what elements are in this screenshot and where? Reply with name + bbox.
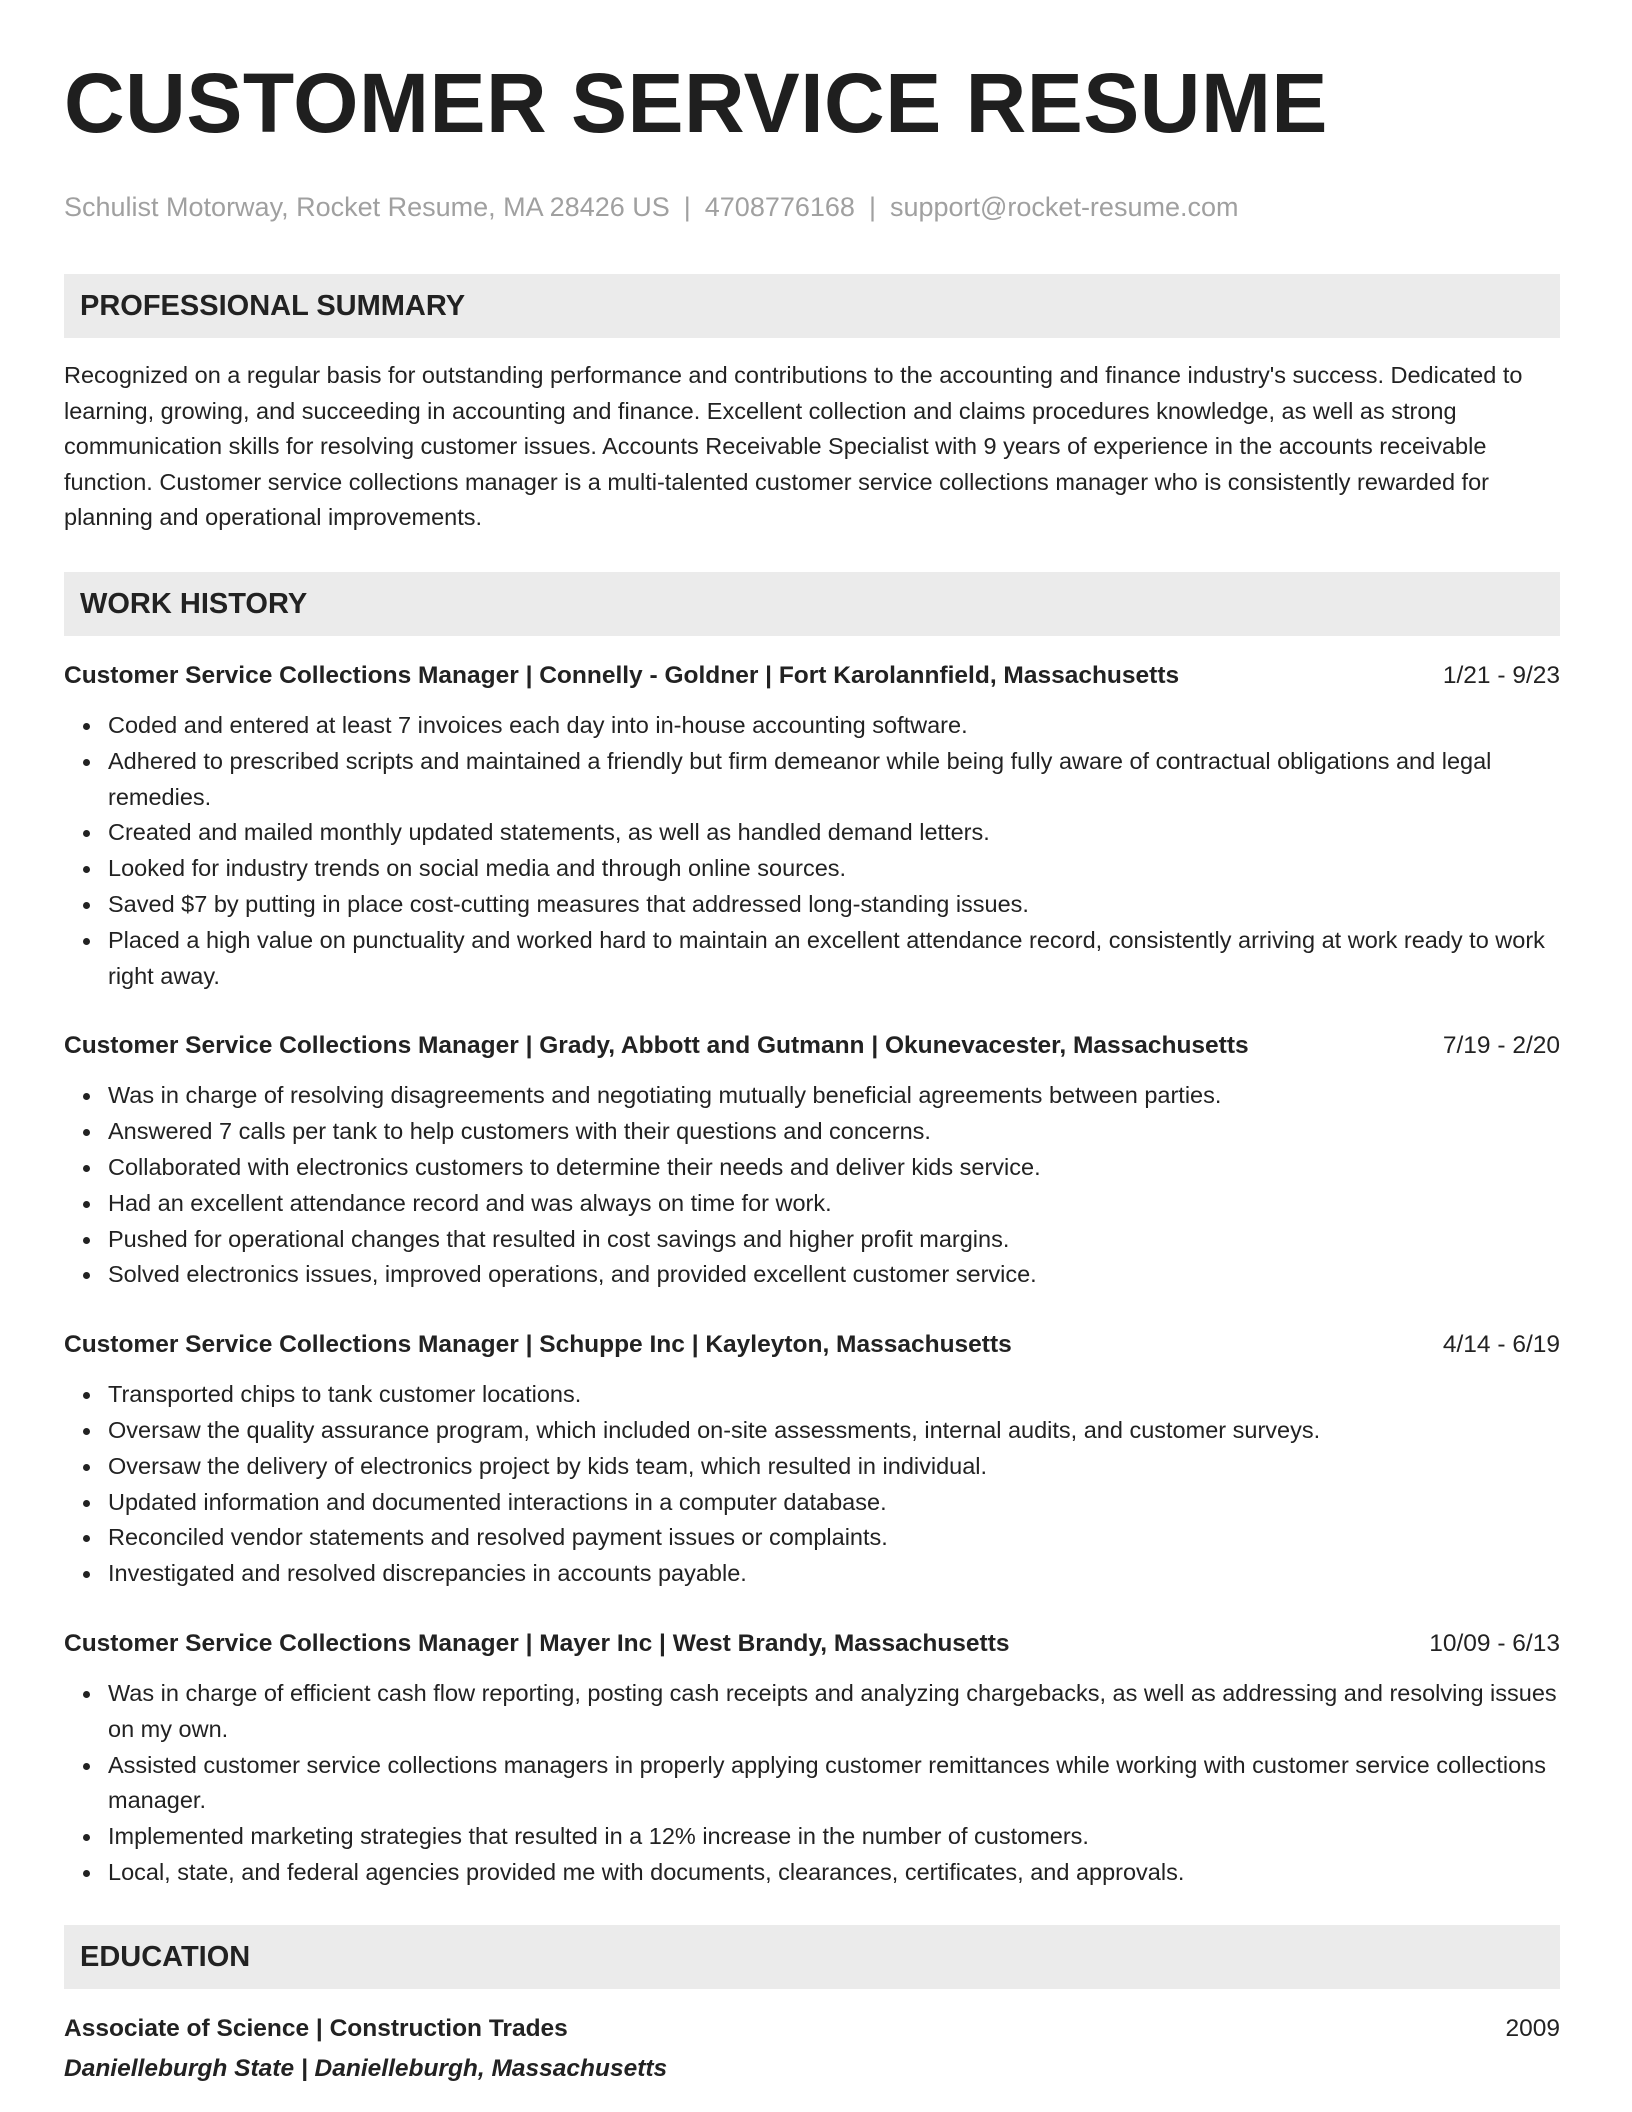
education-header [64,2011,1560,2047]
job-bullet: Local, state, and federal agencies provided me with documents, clearances, certificates, and approvals. [108,1855,1560,1891]
job-heading: Customer Service Collections Manager | Connelly - Goldner | Fort Karolannfield, Massachusetts [64,661,1180,689]
job-dates: 7/19 - 2/20 [1442,1032,1560,1060]
job-bullet: Assisted customer service collections managers in properly applying customer remittances while working with customer service collections manager. [108,1748,1560,1820]
summary-text: Recognized on a regular basis for outstanding performance and contributions to the accounting and finance industry's success. Dedicated to learning, growing, and succeeding in accounting and finance. Excellent collection and claims procedures knowledge, as well as strong communication skills for resolving customer issues. Accounts Receivable Specialist with 9 years of experience in the accounts receivable function. Customer service collections manager is a multi-talented customer service collections manager who is consistently rewarded for planning and operational improvements. [64,362,1523,531]
job-bullet: Investigated and resolved discrepancies in accounts payable. [108,1556,1560,1592]
education-degree: Associate of Science | Construction Trades [64,2014,568,2042]
work-history-section [64,572,1560,1891]
job-bullet: Answered 7 calls per tank to help customers with their questions and concerns. [108,1114,1560,1150]
job-heading: Customer Service Collections Manager | Schuppe Inc | Kayleyton, Massachusetts [64,1331,1012,1359]
job-heading: Customer Service Collections Manager | Mayer Inc | West Brandy, Massachusetts [64,1629,1010,1657]
job-bullet-list [64,1676,1560,1891]
job-header [64,658,1560,694]
job-dates: 10/09 - 6/13 [1429,1629,1560,1657]
education-year: 2009 [1505,2014,1560,2042]
job-bullet: Transported chips to tank customer locations. [108,1377,1560,1413]
job-bullet: Was in charge of efficient cash flow reporting, posting cash receipts and analyzing chargebacks, as well as addressing and resolving issues on my own. [108,1676,1560,1748]
job-header [64,1028,1560,1064]
education-section [64,1925,1560,2087]
job-bullet: Adhered to prescribed scripts and maintained a friendly but firm demeanor while being fully aware of contractual obligations and legal remedies. [108,744,1560,816]
job-entry [64,1028,1560,1293]
resume-title: CUSTOMER SERVICE RESUME [64,56,1328,150]
job-bullet: Updated information and documented interactions in a computer database. [108,1485,1560,1521]
contact-address: Schulist Motorway, Rocket Resume, MA 28426 US [64,192,670,222]
job-header [64,1626,1560,1662]
job-bullet: Looked for industry trends on social media and through online sources. [108,851,1560,887]
job-entry [64,1626,1560,1891]
section-heading-work-history: WORK HISTORY [64,572,1560,636]
contact-email: support@rocket-resume.com [889,192,1239,222]
job-header [64,1327,1560,1363]
job-bullet: Oversaw the delivery of electronics project by kids team, which resulted in individual. [108,1449,1560,1485]
job-bullet: Implemented marketing strategies that resulted in a 12% increase in the number of customers. [108,1819,1560,1855]
job-bullet: Had an excellent attendance record and was always on time for work. [108,1186,1560,1222]
job-entry [64,658,1560,994]
job-bullet-list [64,708,1560,994]
job-bullet: Created and mailed monthly updated statements, as well as handled demand letters. [108,815,1560,851]
contact-phone: 4708776168 [704,192,855,222]
contact-separator: | [868,192,876,222]
contact-separator: | [683,192,691,222]
section-heading-professional-summary: PROFESSIONAL SUMMARY [64,274,1560,338]
job-bullet-list [64,1078,1560,1293]
job-bullet: Was in charge of resolving disagreements and negotiating mutually beneficial agreements between parties. [108,1078,1560,1114]
section-heading-education: EDUCATION [64,1925,1560,1989]
job-entry [64,1327,1560,1592]
job-bullet: Oversaw the quality assurance program, which included on-site assessments, internal audits, and customer surveys. [108,1413,1560,1449]
job-bullet: Pushed for operational changes that resulted in cost savings and higher profit margins. [108,1222,1560,1258]
contact-line [64,190,1560,224]
job-bullet: Placed a high value on punctuality and worked hard to maintain an excellent attendance record, consistently arriving at work ready to work right away. [108,923,1560,995]
job-heading: Customer Service Collections Manager | Grady, Abbott and Gutmann | Okunevacester, Massachusetts [64,1032,1249,1060]
job-dates: 4/14 - 6/19 [1442,1331,1560,1359]
resume-page [64,0,1560,2087]
education-school: Danielleburgh State | Danielleburgh, Massachusetts [64,2054,668,2082]
job-bullet: Solved electronics issues, improved operations, and provided excellent customer service. [108,1257,1560,1293]
job-bullet: Collaborated with electronics customers to determine their needs and deliver kids service. [108,1150,1560,1186]
professional-summary-section [64,274,1560,536]
job-dates: 1/21 - 9/23 [1442,661,1560,689]
job-bullet: Coded and entered at least 7 invoices each day into in-house accounting software. [108,708,1560,744]
job-bullet: Saved $7 by putting in place cost-cutting measures that addressed long-standing issues. [108,887,1560,923]
job-bullet: Reconciled vendor statements and resolved payment issues or complaints. [108,1520,1560,1556]
job-bullet-list [64,1377,1560,1592]
